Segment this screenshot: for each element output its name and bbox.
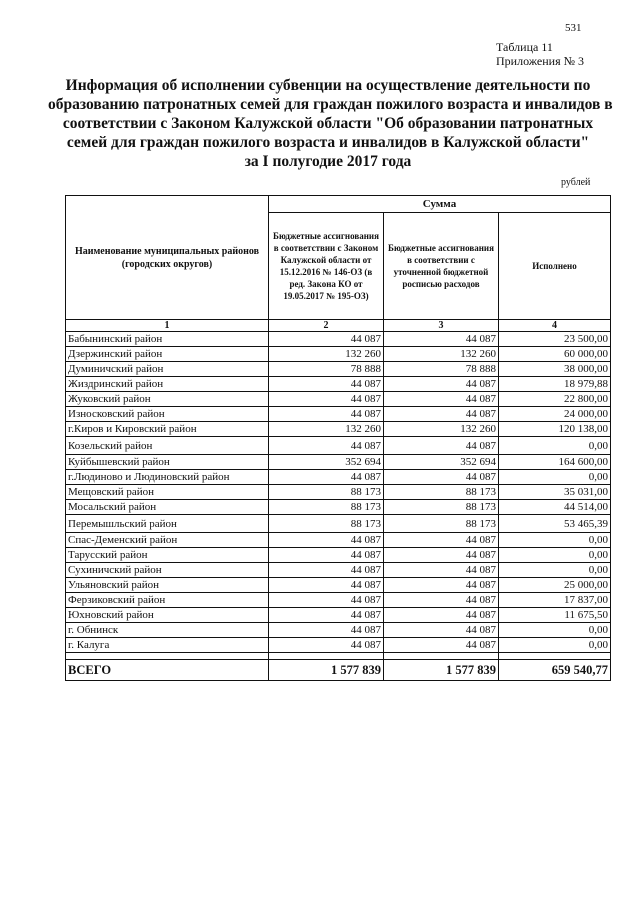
header-col3: Бюджетные ассигнования в соответствии с уточненной бюджетной росписью расходов xyxy=(384,213,499,320)
district-name: г. Обнинск xyxy=(66,623,269,638)
district-name: Думиничский район xyxy=(66,362,269,377)
col4-value: 17 837,00 xyxy=(499,593,611,608)
col2-value: 44 087 xyxy=(269,437,384,455)
col2-value: 44 087 xyxy=(269,608,384,623)
title-line: Информация об исполнении субвенции на осуществление деятельности по xyxy=(65,77,591,94)
title-line: образованию патронатных семей для граждан пожилого возраста и инвалидов в xyxy=(48,96,613,113)
report-title xyxy=(48,76,613,171)
col2-value: 44 087 xyxy=(269,407,384,422)
col2-value: 44 087 xyxy=(269,392,384,407)
table-row xyxy=(66,470,611,485)
col3-value: 44 087 xyxy=(384,563,499,578)
table-row xyxy=(66,533,611,548)
table-row xyxy=(66,548,611,563)
col4-value: 0,00 xyxy=(499,548,611,563)
col2-value: 44 087 xyxy=(269,623,384,638)
table-row xyxy=(66,392,611,407)
col3-value: 132 260 xyxy=(384,347,499,362)
table-row xyxy=(66,563,611,578)
col4-value: 0,00 xyxy=(499,563,611,578)
col3-value: 44 087 xyxy=(384,407,499,422)
col4-value: 60 000,00 xyxy=(499,347,611,362)
col2-value: 132 260 xyxy=(269,347,384,362)
district-name: г. Калуга xyxy=(66,638,269,653)
col3-value: 44 087 xyxy=(384,548,499,563)
col4-value: 0,00 xyxy=(499,638,611,653)
header-col2: Бюджетные ассигнования в соответствии с Законом Калужской области от 15.12.2016 № 146-ОЗ (в ред. Закона КО от 19.05.2017 № 195-ОЗ) xyxy=(269,213,384,320)
table-row xyxy=(66,608,611,623)
col2-value: 44 087 xyxy=(269,563,384,578)
district-name: Жиздринский район xyxy=(66,377,269,392)
title-line: соответствии с Законом Калужской области "Об образовании патронатных xyxy=(62,115,594,132)
total-col2: 1 577 839 xyxy=(269,660,384,681)
col4-value: 38 000,00 xyxy=(499,362,611,377)
col3-value: 44 087 xyxy=(384,332,499,347)
col2-value: 44 087 xyxy=(269,638,384,653)
col2-value: 132 260 xyxy=(269,422,384,437)
table-ref-line: Таблица 11 xyxy=(496,40,553,54)
district-name: Дзержинский район xyxy=(66,347,269,362)
title-line: за I полугодие 2017 года xyxy=(244,153,412,170)
col4-value: 22 800,00 xyxy=(499,392,611,407)
table-row xyxy=(66,347,611,362)
col2-value: 44 087 xyxy=(269,578,384,593)
col3-value: 44 087 xyxy=(384,392,499,407)
col3-value: 44 087 xyxy=(384,533,499,548)
total-col3: 1 577 839 xyxy=(384,660,499,681)
col3-value: 44 087 xyxy=(384,470,499,485)
col2-value: 88 173 xyxy=(269,500,384,515)
total-col4: 659 540,77 xyxy=(499,660,611,681)
header-col4: Исполнено xyxy=(499,213,611,320)
table-row xyxy=(66,437,611,455)
col4-value: 0,00 xyxy=(499,533,611,548)
district-name: Тарусский район xyxy=(66,548,269,563)
table-row xyxy=(66,377,611,392)
col2-value: 352 694 xyxy=(269,455,384,470)
total-row xyxy=(66,660,611,681)
district-name: Жуковский район xyxy=(66,392,269,407)
table-row xyxy=(66,515,611,533)
spacer-row xyxy=(66,653,611,660)
col3-value: 352 694 xyxy=(384,455,499,470)
col3-value: 44 087 xyxy=(384,437,499,455)
district-name: Спас-Деменский район xyxy=(66,533,269,548)
col4-value: 0,00 xyxy=(499,470,611,485)
column-number: 2 xyxy=(269,320,384,332)
column-number: 1 xyxy=(66,320,269,332)
table-row xyxy=(66,500,611,515)
col3-value: 78 888 xyxy=(384,362,499,377)
col4-value: 53 465,39 xyxy=(499,515,611,533)
col3-value: 132 260 xyxy=(384,422,499,437)
district-name: Куйбышевский район xyxy=(66,455,269,470)
col3-value: 88 173 xyxy=(384,485,499,500)
column-number: 4 xyxy=(499,320,611,332)
col4-value: 44 514,00 xyxy=(499,500,611,515)
col3-value: 88 173 xyxy=(384,515,499,533)
total-label: ВСЕГО xyxy=(66,660,269,681)
col4-value: 164 600,00 xyxy=(499,455,611,470)
district-name: Мещовский район xyxy=(66,485,269,500)
table-row xyxy=(66,623,611,638)
table-row xyxy=(66,593,611,608)
table-row xyxy=(66,638,611,653)
col3-value: 44 087 xyxy=(384,623,499,638)
table-body xyxy=(66,332,611,653)
col4-value: 0,00 xyxy=(499,437,611,455)
col4-value: 0,00 xyxy=(499,623,611,638)
title-line: семей для граждан пожилого возраста и инвалидов в Калужской области" xyxy=(66,134,590,151)
col4-value: 24 000,00 xyxy=(499,407,611,422)
header-name: Наименование муниципальных районов (городских округов) xyxy=(66,196,269,320)
table-reference xyxy=(496,40,584,68)
table-row xyxy=(66,362,611,377)
district-name: Козельский район xyxy=(66,437,269,455)
district-name: г.Киров и Кировский район xyxy=(66,422,269,437)
column-number: 3 xyxy=(384,320,499,332)
col4-value: 120 138,00 xyxy=(499,422,611,437)
col3-value: 88 173 xyxy=(384,500,499,515)
header-sum: Сумма xyxy=(269,196,611,213)
col4-value: 25 000,00 xyxy=(499,578,611,593)
district-name: Бабынинский район xyxy=(66,332,269,347)
table-row xyxy=(66,407,611,422)
district-name: Сухиничский район xyxy=(66,563,269,578)
col3-value: 44 087 xyxy=(384,377,499,392)
col3-value: 44 087 xyxy=(384,578,499,593)
unit-label: рублей xyxy=(561,177,591,188)
report-table xyxy=(65,195,611,681)
table-row xyxy=(66,578,611,593)
col2-value: 88 173 xyxy=(269,485,384,500)
col4-value: 11 675,50 xyxy=(499,608,611,623)
page-number: 531 xyxy=(565,22,582,34)
district-name: Износковский район xyxy=(66,407,269,422)
table-ref-line: Приложения № 3 xyxy=(496,54,585,68)
col2-value: 88 173 xyxy=(269,515,384,533)
col4-value: 35 031,00 xyxy=(499,485,611,500)
col2-value: 44 087 xyxy=(269,533,384,548)
col3-value: 44 087 xyxy=(384,608,499,623)
col2-value: 44 087 xyxy=(269,377,384,392)
col3-value: 44 087 xyxy=(384,593,499,608)
col2-value: 44 087 xyxy=(269,332,384,347)
district-name: Мосальский район xyxy=(66,500,269,515)
table-row xyxy=(66,485,611,500)
district-name: Ферзиковский район xyxy=(66,593,269,608)
table-row xyxy=(66,332,611,347)
table-row xyxy=(66,422,611,437)
col2-value: 78 888 xyxy=(269,362,384,377)
district-name: г.Людиново и Людиновский район xyxy=(66,470,269,485)
table-row xyxy=(66,455,611,470)
col2-value: 44 087 xyxy=(269,548,384,563)
district-name: Перемышльский район xyxy=(66,515,269,533)
col4-value: 18 979,88 xyxy=(499,377,611,392)
col2-value: 44 087 xyxy=(269,470,384,485)
district-name: Юхновский район xyxy=(66,608,269,623)
col3-value: 44 087 xyxy=(384,638,499,653)
col4-value: 23 500,00 xyxy=(499,332,611,347)
district-name: Ульяновский район xyxy=(66,578,269,593)
col2-value: 44 087 xyxy=(269,593,384,608)
